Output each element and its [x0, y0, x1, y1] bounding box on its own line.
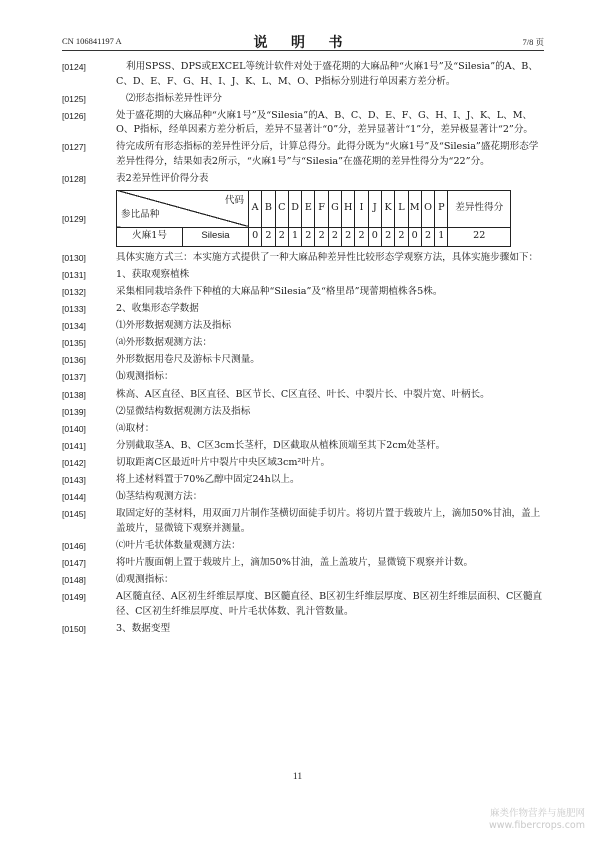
paragraph-0126 — [62, 109, 544, 138]
paragraph-number: [0130] — [62, 252, 86, 263]
table-caption: 表2差异性评价得分表 — [116, 173, 209, 185]
paragraph-text: ⒜取材： — [116, 422, 155, 434]
column-header-l: L — [395, 190, 408, 227]
paragraph-number: [0127] — [62, 142, 86, 153]
watermark-site-name: 麻类作物营养与施肥网 — [489, 808, 585, 819]
document-body — [62, 60, 544, 639]
paragraph-number: [0137] — [62, 372, 86, 383]
column-header-g: G — [328, 190, 341, 227]
paragraph-number: [0136] — [62, 355, 86, 366]
column-header-o: O — [421, 190, 434, 227]
page-indicator: 7/8 页 — [522, 37, 544, 47]
paragraph-0142 — [62, 456, 544, 471]
paragraph-number: [0138] — [62, 389, 86, 400]
paragraph-number: [0132] — [62, 286, 86, 297]
paragraph-number: [0141] — [62, 440, 86, 451]
score-cell-a: 0 — [249, 227, 262, 246]
score-cell-g: 2 — [328, 227, 341, 246]
score-table — [116, 190, 511, 247]
page-header — [62, 30, 544, 51]
paragraph-number: [0148] — [62, 575, 86, 586]
score-cell-c: 2 — [275, 227, 288, 246]
paragraph-text: 将叶片腹面朝上置于载玻片上，滴加50%甘油，盖上盖玻片，显微镜下观察并计数。 — [116, 556, 474, 568]
paragraph-text: ⒟观测指标： — [116, 574, 174, 586]
paragraph-text: 株高、A区直径、B区直径、B区节长、C区直径、叶长、中裂片长、中裂片宽、叶柄长。 — [116, 388, 490, 400]
paragraph-number: [0134] — [62, 321, 86, 332]
cultivar-b-cell: Silesia — [183, 227, 249, 246]
paragraph-0125 — [62, 92, 544, 107]
paragraph-text: 利用SPSS、DPS或EXCEL等统计软件对处于盛花期的大麻品种“火麻1号”及“Silesia”的A、B、C、D、E、F、G、H、I、J、K、L、M、O、P指标分别进行单因素方差分析。 — [116, 61, 538, 87]
paragraph-number: [0131] — [62, 269, 86, 280]
score-cell-i: 2 — [355, 227, 368, 246]
score-cell-k: 2 — [381, 227, 394, 246]
score-cell-l: 2 — [395, 227, 408, 246]
score-cell-h: 2 — [342, 227, 355, 246]
score-cell-f: 2 — [315, 227, 328, 246]
paragraph-0143 — [62, 473, 544, 488]
column-header-k: K — [381, 190, 394, 227]
paragraph-0149 — [62, 590, 544, 619]
paragraph-number: [0129] — [62, 213, 86, 224]
page-number: 11 — [292, 772, 303, 782]
paragraph-0140 — [62, 422, 544, 437]
column-header-f: F — [315, 190, 328, 227]
paragraph-0139 — [62, 405, 544, 420]
document-title: 说 明 书 — [253, 36, 353, 51]
paragraph-0141 — [62, 439, 544, 454]
paragraph-0130 — [62, 251, 544, 266]
paragraph-text: ⒞叶片毛状体数量观测方法： — [116, 539, 241, 551]
column-header-h: H — [342, 190, 355, 227]
corner-label-code: 代码 — [224, 194, 244, 206]
column-header-e: E — [302, 190, 315, 227]
score-cell-d: 1 — [288, 227, 301, 246]
paragraph-0136 — [62, 353, 544, 368]
paragraph-number: [0140] — [62, 423, 86, 434]
column-header-p: P — [435, 190, 448, 227]
paragraph-0134 — [62, 319, 544, 334]
column-header-b: B — [262, 190, 275, 227]
score-cell-o: 2 — [421, 227, 434, 246]
watermark-url: www.fibercrops.com — [488, 820, 585, 831]
paragraph-text: ⑵显微结构数据观测方法及指标 — [116, 405, 251, 417]
paragraph-number: [0149] — [62, 592, 86, 603]
paragraph-number: [0144] — [62, 492, 86, 503]
paragraph-0148 — [62, 573, 544, 588]
paragraph-text: 1、获取观察植株 — [116, 268, 190, 280]
paragraph-number: [0150] — [62, 623, 86, 634]
column-header-m: M — [408, 190, 421, 227]
paragraph-number: [0125] — [62, 93, 86, 104]
paragraph-0131 — [62, 268, 544, 283]
paragraph-text: ⒝观测指标： — [116, 371, 174, 383]
cultivar-a-cell: 火麻1号 — [117, 227, 183, 246]
column-header-j: J — [368, 190, 381, 227]
score-cell-e: 2 — [302, 227, 315, 246]
paragraph-text: 处于盛花期的大麻品种“火麻1号”及“Silesia”的A、B、C、D、E、F、G、H、I、J、K、L、M、O、P指标，经单因素方差分析后，差异不显著计“0”分，差异显著计“1”分，差异极显著计“2”分。 — [116, 109, 534, 136]
paragraph-number: [0143] — [62, 474, 86, 485]
paragraph-number: [0133] — [62, 304, 86, 315]
paragraph-text: 2、收集形态学数据 — [116, 303, 199, 315]
paragraph-0137 — [62, 370, 544, 385]
score-cell-m: 0 — [408, 227, 421, 246]
paragraph-text: 待完成所有形态指标的差异性评分后，计算总得分。此得分既为“火麻1号”及“Silesia”盛花期形态学差异性得分，结果如表2所示，“火麻1号”与“Silesia”在盛花期的差异性得分为“22”分。 — [116, 141, 539, 168]
watermark — [489, 808, 585, 832]
paragraph-text: 具体实施方式三：本实施方式提供了一种大麻品种差异性比较形态学观察方法，具体实施步骤如下： — [116, 251, 539, 263]
paragraph-text: 切取距离C区最近叶片中裂片中央区域3cm²叶片。 — [116, 456, 331, 468]
paragraph-text: ⑵形态指标差异性评分 — [126, 92, 222, 104]
patent-number: CN 106841197 A — [62, 36, 122, 46]
paragraph-0124 — [62, 60, 544, 89]
paragraph-number: [0147] — [62, 557, 86, 568]
paragraph-text: 3、数据变型 — [116, 622, 171, 634]
column-header-d: D — [288, 190, 301, 227]
table-block — [62, 190, 544, 247]
paragraph-number: [0124] — [62, 62, 86, 72]
paragraph-0147 — [62, 556, 544, 571]
paragraph-0133 — [62, 302, 544, 317]
paragraph-number: [0142] — [62, 457, 86, 468]
table-corner-cell — [117, 190, 249, 227]
column-header-a: A — [249, 190, 262, 227]
paragraph-text: 分别截取茎A、B、C区3cm长茎杆，D区截取从植株顶端至其下2cm处茎杆。 — [116, 439, 446, 451]
paragraph-text: 采集相同栽培条件下种植的大麻品种“Silesia”及“格里昂”现蕾期植株各5株。 — [116, 285, 443, 297]
paragraph-text: 外形数据用卷尺及游标卡尺测量。 — [116, 354, 260, 366]
paragraph-0144 — [62, 490, 544, 505]
paragraph-text: ⒜外形数据观测方法： — [116, 337, 212, 349]
corner-label-cultivar: 参比品种 — [121, 209, 160, 221]
table-header-row — [117, 190, 511, 227]
table-row — [117, 227, 511, 246]
paragraph-number: [0128] — [62, 174, 86, 185]
paragraph-number: [0139] — [62, 406, 86, 417]
paragraph-number: [0145] — [62, 509, 86, 520]
paragraph-text: ⑴外形数据观测方法及指标 — [116, 320, 232, 332]
paragraph-number: [0135] — [62, 338, 86, 349]
paragraph-0132 — [62, 285, 544, 300]
paragraph-0138 — [62, 388, 544, 403]
paragraph-text: 取固定好的茎材料，用双面刀片制作茎横切面徒手切片。将切片置于载玻片上，滴加50%甘油，盖上盖玻片，显微镜下观察并测量。 — [116, 508, 541, 534]
paragraph-number: [0126] — [62, 110, 86, 121]
column-header-i: I — [355, 190, 368, 227]
score-cell-p: 1 — [435, 227, 448, 246]
paragraph-0127 — [62, 140, 544, 169]
paragraph-0145 — [62, 507, 544, 536]
paragraph-number: [0146] — [62, 540, 86, 551]
total-score-cell: 22 — [448, 227, 511, 246]
paragraph-text: ⒝茎结构观测方法： — [116, 491, 203, 503]
column-header-c: C — [275, 190, 288, 227]
paragraph-0135 — [62, 336, 544, 351]
paragraph-text: A区髓直径、A区初生纤维层厚度、B区髓直径、B区初生纤维层厚度、B区初生纤维层面积、C区髓直径、C区初生纤维层厚度、叶片毛状体数、乳汁管数量。 — [116, 591, 543, 617]
paragraph-0150 — [62, 622, 544, 637]
paragraph-0128 — [62, 172, 544, 187]
paragraph-0146 — [62, 539, 544, 554]
score-cell-b: 2 — [262, 227, 275, 246]
paragraph-text: 将上述材料置于70%乙醇中固定24h以上。 — [116, 473, 300, 485]
score-cell-j: 0 — [368, 227, 381, 246]
column-header-total: 差异性得分 — [448, 190, 511, 227]
